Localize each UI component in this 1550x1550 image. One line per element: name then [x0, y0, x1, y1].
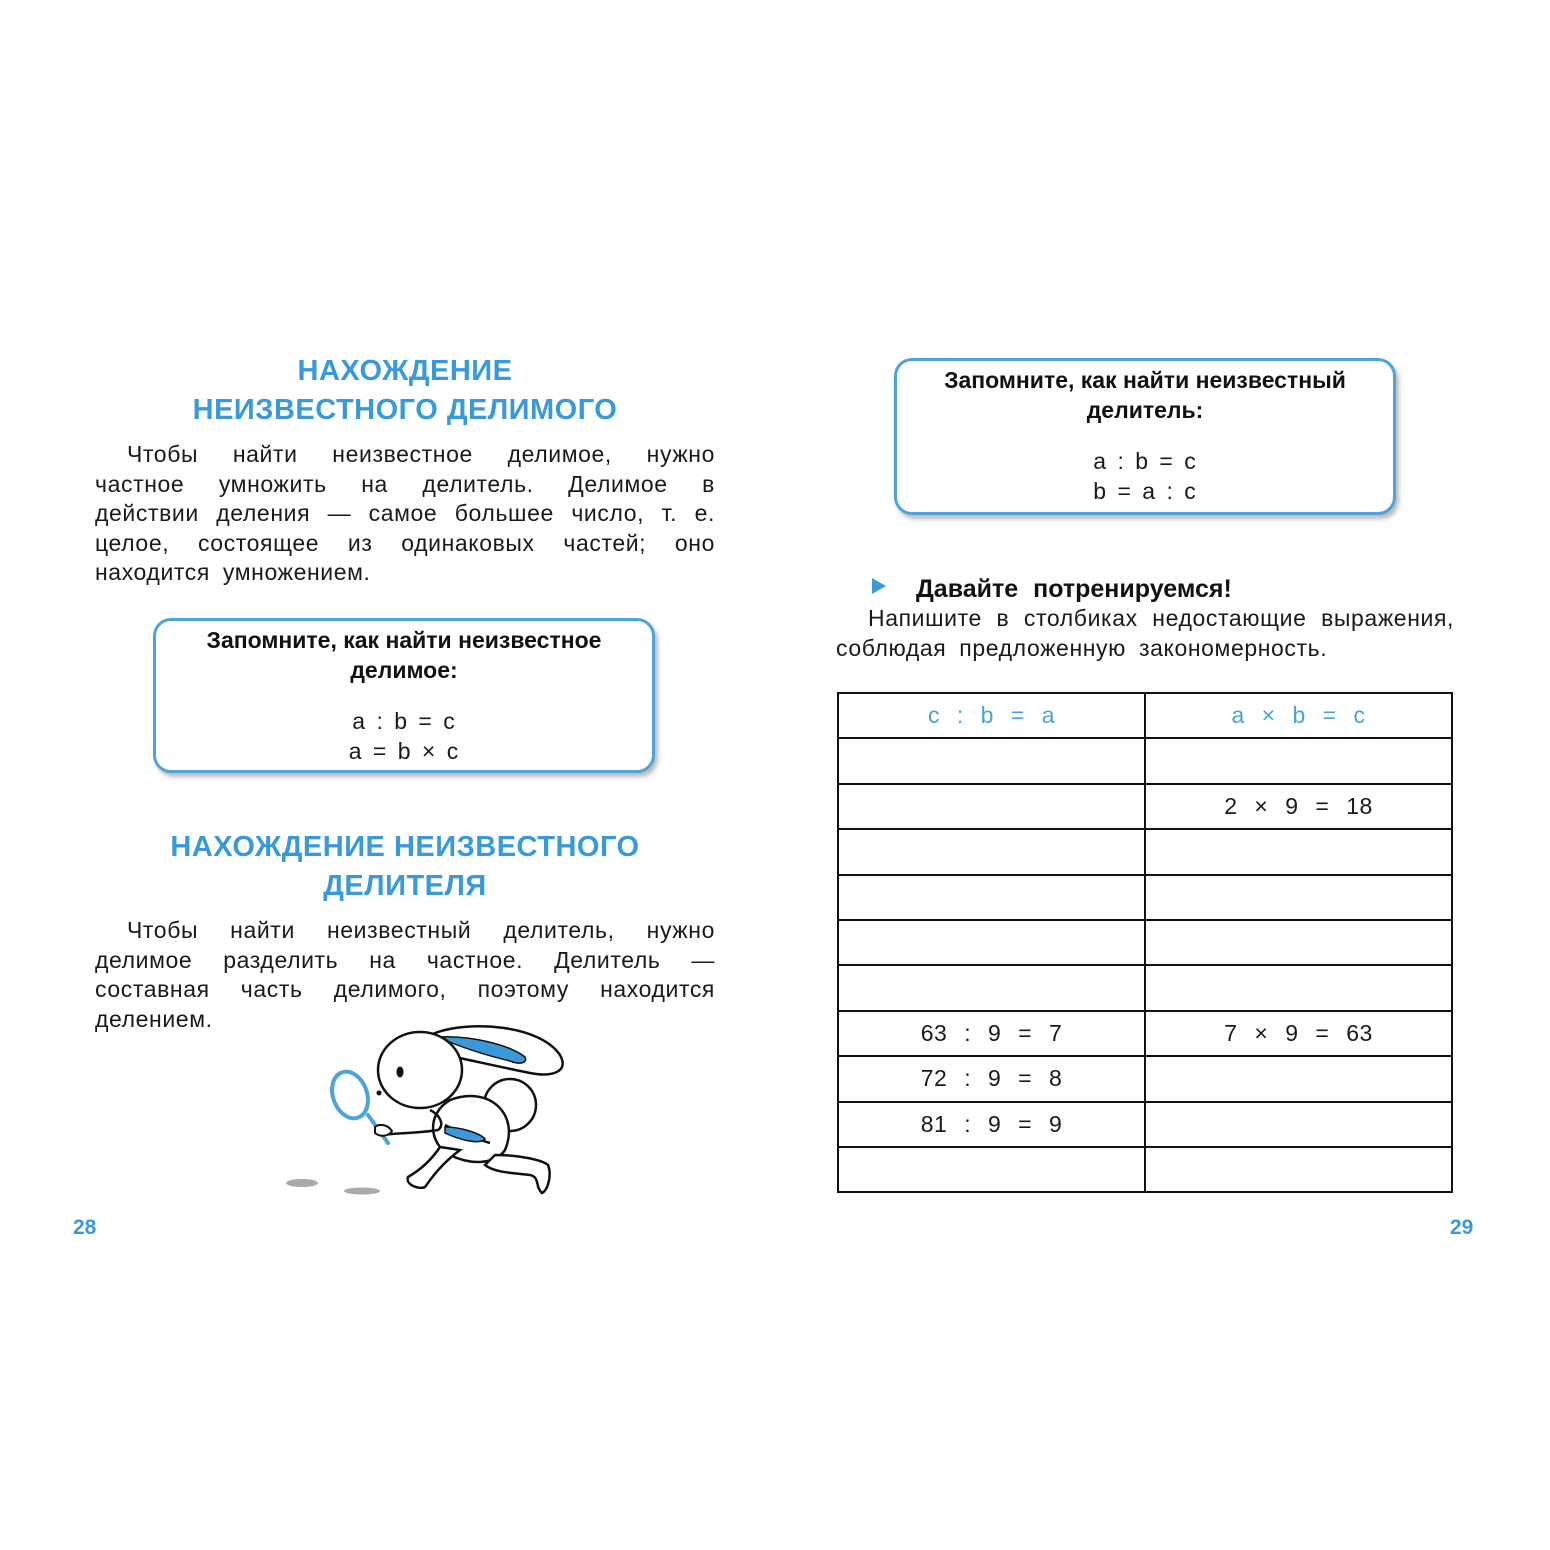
rule-box-title: Запомните, как найти неизвестное делимое: — [206, 627, 602, 683]
answer-cell[interactable] — [1145, 965, 1452, 1010]
answer-cell[interactable]: 7 × 9 = 63 — [1145, 1011, 1452, 1056]
answer-cell[interactable] — [838, 784, 1145, 829]
table-row — [838, 784, 1452, 829]
practice-instruction: Напишите в столбиках недостающие выражения, соблюдая предложенную закономерность. — [836, 605, 1454, 661]
header-multiplication: a × b = c — [1145, 693, 1452, 738]
answer-cell[interactable] — [838, 965, 1145, 1010]
answer-cell[interactable] — [838, 875, 1145, 920]
rule-box-formulas: a : b = c a = b × c — [348, 708, 460, 764]
table-header-row — [838, 693, 1452, 738]
page-number-right: 29 — [1450, 1216, 1474, 1239]
table-row — [838, 875, 1452, 920]
table-row — [838, 829, 1452, 874]
answer-cell[interactable]: 63 : 9 = 7 — [838, 1011, 1145, 1056]
table-row — [838, 920, 1452, 965]
answer-cell[interactable]: 81 : 9 = 9 — [838, 1102, 1145, 1147]
rule-box-formulas: a : b = c b = a : c — [1093, 448, 1197, 504]
answer-cell[interactable] — [838, 920, 1145, 965]
exercise-table — [837, 692, 1453, 1193]
rabbit-illustration — [280, 1015, 580, 1205]
answer-cell[interactable] — [1145, 875, 1452, 920]
answer-cell[interactable] — [838, 1147, 1145, 1192]
answer-cell[interactable] — [838, 738, 1145, 783]
answer-cell[interactable] — [1145, 1056, 1452, 1101]
play-arrow-icon — [872, 578, 886, 594]
section-heading-unknown-dividend: НАХОЖДЕНИЕ НЕИЗВЕСТНОГО ДЕЛИМОГО — [192, 355, 618, 426]
table-row — [838, 1011, 1452, 1056]
rule-box-divisor — [894, 358, 1396, 515]
shadow-icon — [344, 1188, 380, 1195]
table-row — [838, 738, 1452, 783]
page-number-left: 28 — [73, 1216, 97, 1239]
answer-cell[interactable] — [838, 829, 1145, 874]
answer-cell[interactable] — [1145, 1102, 1452, 1147]
paragraph-unknown-divisor: Чтобы найти неизвестный делитель, нужно делимое разделить на частное. Делитель — составная часть делимого, поэтому находится делением. — [95, 917, 715, 1032]
paragraph-unknown-dividend: Чтобы найти неизвестное делимое, нужно частное умножить на делитель. Делимое в действии деления — самое большее число, т. е. целое, состоящее из одинаковых частей; оно находится умножением. — [95, 441, 715, 585]
answer-cell[interactable] — [1145, 1147, 1452, 1192]
answer-cell[interactable] — [1145, 829, 1452, 874]
practice-title: Давайте потренируемся! — [916, 575, 1232, 603]
answer-cell[interactable]: 2 × 9 = 18 — [1145, 784, 1452, 829]
answer-cell[interactable] — [1145, 738, 1452, 783]
section-heading-unknown-divisor: НАХОЖДЕНИЕ НЕИЗВЕСТНОГО ДЕЛИТЕЛЯ — [170, 831, 640, 902]
table-row — [838, 1056, 1452, 1101]
answer-cell[interactable] — [1145, 920, 1452, 965]
rule-box-title: Запомните, как найти неизвестный делитель: — [944, 367, 1346, 423]
header-division: c : b = a — [838, 693, 1145, 738]
eye-icon — [397, 1067, 404, 1078]
table-row — [838, 965, 1452, 1010]
shadow-icon — [286, 1179, 318, 1187]
answer-cell[interactable]: 72 : 9 = 8 — [838, 1056, 1145, 1101]
table-row — [838, 1102, 1452, 1147]
rule-box-dividend — [153, 618, 655, 773]
table-row — [838, 1147, 1452, 1192]
